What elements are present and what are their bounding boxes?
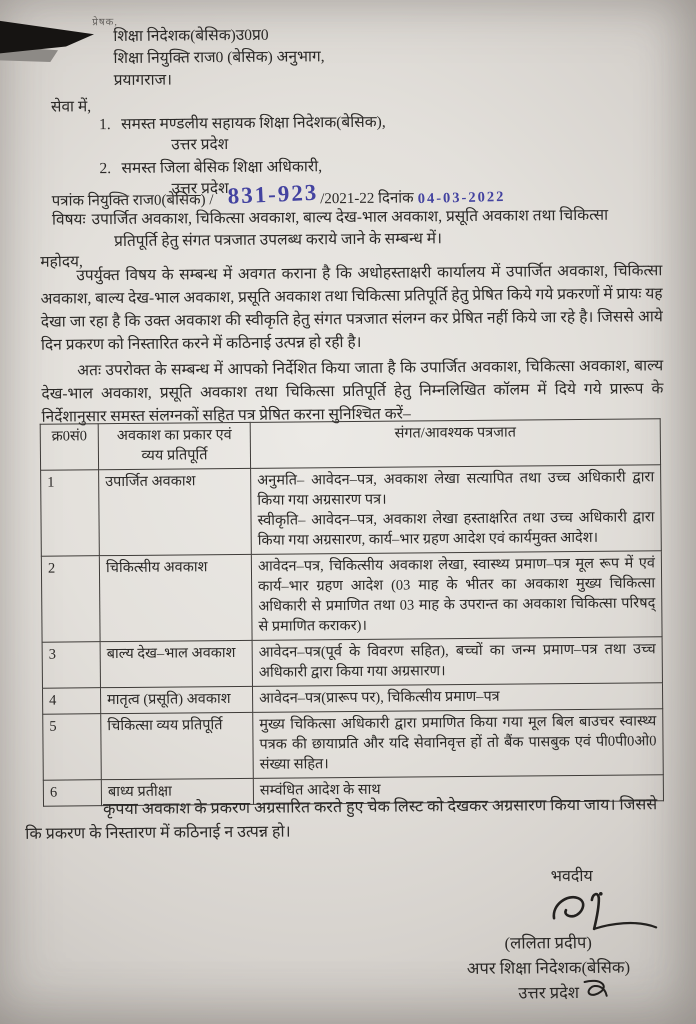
signature-block (408, 929, 689, 1006)
col-header-serial: क्र0सं0 (40, 424, 98, 471)
cell-serial: 5 (43, 714, 102, 781)
table-row (41, 551, 662, 642)
table-row (42, 637, 662, 688)
signoff: भवदीय (550, 867, 593, 886)
cell-documents: अनुमति– आवेदन–पत्र, अवकाश लेखा सत्यापित तथा उच्च अधिकारी द्वारा किया गया अग्रसारण पत्र। स्वीकृति– आवेदन–पत्र, अवकाश लेखा हस्ताक्षरित तथा उच्च अधिकारी द्वारा किया गया अग्रसारण, कार्य–भार ग्रहण आदेश एवं कार्यमुक्त आदेश। (251, 465, 662, 555)
subject-block (52, 204, 652, 253)
table-row (43, 709, 664, 780)
subject-line-2: प्रतिपूर्ति हेतु संगत पत्रजात उपलब्ध कराये जाने के सम्बन्ध में। (114, 230, 442, 251)
leave-documents-table (40, 418, 664, 806)
signatory-title: अपर शिक्षा निदेशक(बेसिक) (466, 957, 631, 978)
recipient-number: 2. (99, 160, 112, 178)
col-header-leave-type: अवकाश का प्रकार एवं व्यय प्रतिपूर्ति (98, 422, 250, 469)
cell-leave-type: चिकित्सीय अवकाश (99, 554, 252, 641)
sender-line: प्रयागराज। (113, 71, 173, 90)
cell-leave-type: चिकित्सा व्यय प्रतिपूर्ति (101, 712, 254, 779)
subject-line-1: विषयः उपार्जित अवकाश, चिकित्सा अवकाश, बाल्य देख-भाल अवकाश, प्रसूति अवकाश तथा चिकित्सा (51, 206, 609, 229)
cell-leave-type: उपार्जित अवकाश (99, 468, 252, 555)
body-paragraph-2: अतः उपरोक्त के सम्बन्ध में आपको निर्देशित किया जाता है कि उपार्जित अवकाश, चिकित्सा अवकाश, बाल्य देख-भाल अवकाश, प्रसूति अवकाश तथा चिकित्सा प्रतिपूर्ति हेतु निम्नलिखित कॉलम में दिये गये प्रारूप के निर्देशानुसार समस्त संलग्नकों सहित पत्र प्रेषित करना सुनिश्चित करें– (41, 357, 664, 426)
sender-line: शिक्षा निदेशक(बेसिक)उ0प्र0 (113, 26, 269, 46)
cell-serial: 6 (43, 780, 101, 807)
handwritten-date: 04-03-2022 (417, 188, 506, 208)
subject-label: विषयः (51, 211, 86, 229)
recipient-item (99, 112, 386, 156)
to-label: सेवा में, (50, 98, 92, 116)
reference-prefix: पत्रांक नियुक्ति राज0(बेसिक) / (51, 192, 214, 210)
recipient-region: उत्तर प्रदेश (171, 180, 229, 198)
col-header-documents: संगत/आवश्यक पत्रजात (250, 419, 660, 469)
recipient-name: समस्त मण्डलीय सहायक शिक्षा निदेशक(बेसिक), (121, 113, 386, 133)
closing-paragraph: कृपया अवकाश के प्रकरण अग्रसारित करते हुए चेक लिस्ट को देखकर अग्रसारण किया जाय। जिससे कि प्रकरण के निस्तारण में कठिनाई न उत्पन्न हो। (25, 796, 658, 843)
cell-documents: सम्वंधित आदेश के साथ (253, 775, 663, 805)
cell-serial: 1 (41, 470, 100, 557)
cell-leave-type: बाध्य प्रतीक्षा (101, 778, 253, 805)
recipient-region: उत्तर प्रदेश (171, 136, 229, 154)
handwritten-letter-number: 831-923 (226, 179, 319, 209)
sender-line: शिक्षा नियुक्ति राज0 (बेसिक) अनुभाग, (113, 48, 325, 68)
cell-documents: आवेदन–पत्र, चिकित्सीय अवकाश लेखा, स्वास्थ्य प्रमाण–पत्र मूल रूप में एवं कार्य–भार ग्रहण आदेश (03 माह के भीतर का अवकाश मुख्य चिकित्सा अधिकारी से प्रमाणित तथा 03 माह के उपरान्त का अवकाश चिकित्सा परिषद् से प्रमाणित कराकर)। (251, 551, 662, 641)
binder-clip-artifact (0, 14, 98, 66)
body-paragraph-1: उपर्युक्त विषय के सम्बन्ध में अवगत कराना है कि अधोहस्ताक्षरी कार्यालय में उपार्जित अवकाश, चिकित्सा अवकाश, बाल्य देख-भाल अवकाश, प्रसूति अवकाश तथा चिकित्सा प्रतिपूर्ति हेतु प्रेषित किये गये प्रकरणों में प्रायः यह देखा जा रहा है कि उक्त अवकाश की स्वीकृति हेतु संगत पत्रजात संलग्न कर प्रेषित नहीं किये जा रहे है। जिससे आये दिन प्रकरण को निस्तारित करने में कठिनाई उत्पन्न हो रही है। (40, 262, 663, 354)
cell-leave-type: मातृत्व (प्रसूति) अवकाश (100, 686, 252, 713)
table-header-row (40, 419, 660, 470)
cell-documents: मुख्य चिकित्सा अधिकारी द्वारा प्रमाणित किया गया मूल बिल बाउचर स्वास्थ्य पत्रक की छायाप्रति और यदि सेवानिवृत्त हों तो बैंक पासबुक एवं पी0पी0ओ0 संख्या सहित। (253, 709, 664, 779)
reference-middle: /2021-22 दिनांक (320, 190, 414, 208)
table-row (41, 465, 662, 556)
sender-address (113, 24, 325, 92)
signature-flourish (581, 978, 611, 1002)
cell-serial: 3 (42, 642, 100, 689)
signatory-region: उत्तर प्रदेश (409, 979, 689, 1006)
salutation: महोदय, (40, 253, 83, 271)
cell-serial: 2 (41, 556, 100, 643)
recipient-number: 1. (99, 116, 111, 134)
cell-serial: 4 (42, 688, 100, 715)
signatory-name: (ललिता प्रदीप) (504, 932, 592, 953)
cell-documents: आवेदन–पत्र(प्रारूप पर), चिकित्सीय प्रमाण–पत्र (252, 683, 662, 713)
recipient-name: समस्त जिला बेसिक शिक्षा अधिकारी, (121, 158, 323, 177)
cell-documents: आवेदन–पत्र(पूर्व के विवरण सहित), बच्चों का जन्म प्रमाण–पत्र तथा उच्च अधिकारी द्वारा किया गया अग्रसारण। (252, 637, 662, 687)
sender-label: प्रेषक, (92, 17, 118, 29)
cell-leave-type: बाल्य देख–भाल अवकाश (100, 640, 252, 687)
